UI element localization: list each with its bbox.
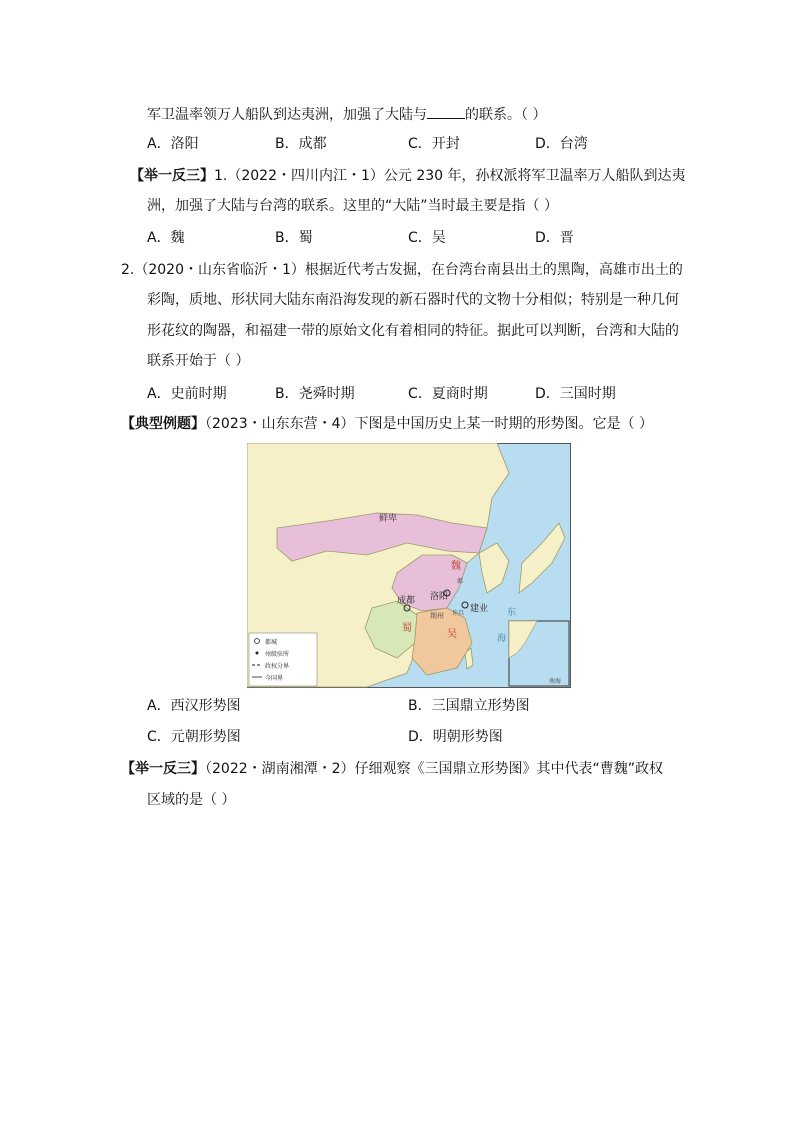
- prev-question-line1: [147, 104, 546, 125]
- q2-line1: 2.（2020・山东省临沂・1）根据近代考古发掘，在台湾台南县出土的黑陶，高雄市出土的: [121, 262, 683, 278]
- example-option-c: C．元朝形势图: [147, 729, 241, 745]
- label-wei: 魏: [451, 561, 461, 572]
- q2-line3: 形花纹的陶器，和福建一带的原始文化有着相同的特征。据此可以判断，台湾和大陆的: [147, 323, 679, 339]
- label-dong: 东: [507, 608, 517, 618]
- q1-text-1: 1.（2022・四川内江・1）公元 230 年，孙权派将军卫温率万人船队到达夷: [214, 168, 686, 184]
- label-chengdu: 成都: [397, 596, 416, 606]
- label-hai: 海: [497, 634, 507, 644]
- prev-option-c: C．开封: [408, 136, 460, 152]
- label-yedu: 邺: [457, 578, 464, 585]
- example-option-b: B．三国鼎立形势图: [408, 698, 530, 714]
- q2-line4: 联系开始于（ ）: [147, 353, 250, 369]
- prev-option-b: B．成都: [275, 136, 327, 152]
- label-luoyang: 洛阳: [430, 592, 449, 602]
- q2-line2: 彩陶，质地、形状同大陆东南沿海发现的新石器时代的文物十分相似；特别是一种几何: [147, 292, 679, 308]
- prev-question-text-pre: 军卫温率领万人船队到达夷洲，加强了大陆与: [147, 107, 427, 123]
- q1-option-c: C．吴: [408, 230, 446, 246]
- q2-option-b: B．尧舜时期: [275, 386, 355, 402]
- q1-option-d: D．晋: [535, 230, 574, 246]
- q1-option-b: B．蜀: [275, 230, 313, 246]
- legend-regime-border-label: 政权分界: [265, 663, 290, 670]
- prev-option-d: D．台湾: [535, 136, 588, 152]
- q3-line1: [121, 759, 663, 779]
- legend-prefecture-icon: [256, 652, 259, 655]
- q1-line2: 洲，加强了大陆与台湾的联系。这里的“大陆”当时最主要是指（ ）: [147, 198, 558, 214]
- q1-option-a: A．魏: [147, 230, 185, 246]
- label-nanhai: 南海: [549, 678, 562, 685]
- label-shu: 蜀: [402, 623, 412, 634]
- example-line1: [121, 414, 653, 434]
- q3-tag: 【举一反三】: [121, 761, 205, 777]
- q3-line2: 区域的是（ ）: [147, 792, 236, 808]
- legend-prefecture-label: 州级驻所: [265, 651, 290, 658]
- example-option-a: A．西汉形势图: [147, 698, 241, 714]
- label-xianbei: 鲜卑: [379, 514, 398, 524]
- label-jingzhou: 荆州: [430, 612, 444, 620]
- prev-option-a: A．洛阳: [147, 136, 199, 152]
- q1-tag: 【举一反三】: [130, 168, 214, 184]
- prev-question-text-post: 的联系。（ ）: [465, 107, 547, 123]
- example-text: （2023・山东东营・4）下图是中国历史上某一时期的形势图。它是（ ）: [205, 416, 653, 432]
- three-kingdoms-map: [247, 443, 571, 688]
- q1-line1: [130, 166, 686, 186]
- q2-option-a: A．史前时期: [147, 386, 227, 402]
- example-option-d: D．明朝形势图: [408, 729, 503, 745]
- legend-capital-label: 都城: [265, 639, 278, 646]
- q2-option-c: C．夏商时期: [408, 386, 488, 402]
- label-jianye: 建业: [470, 604, 489, 614]
- q3-text-1: （2022・湖南湘潭・2）仔细观察《三国鼎立形势图》其中代表“曹魏”政权: [205, 761, 664, 777]
- legend-modern-border-label: 今国界: [265, 675, 284, 682]
- label-xuchang: 许昌: [452, 610, 465, 617]
- q2-option-d: D．三国时期: [535, 386, 616, 402]
- example-tag: 【典型例题】: [121, 416, 205, 432]
- label-wu: 吴: [447, 629, 457, 640]
- answer-blank: [427, 104, 465, 119]
